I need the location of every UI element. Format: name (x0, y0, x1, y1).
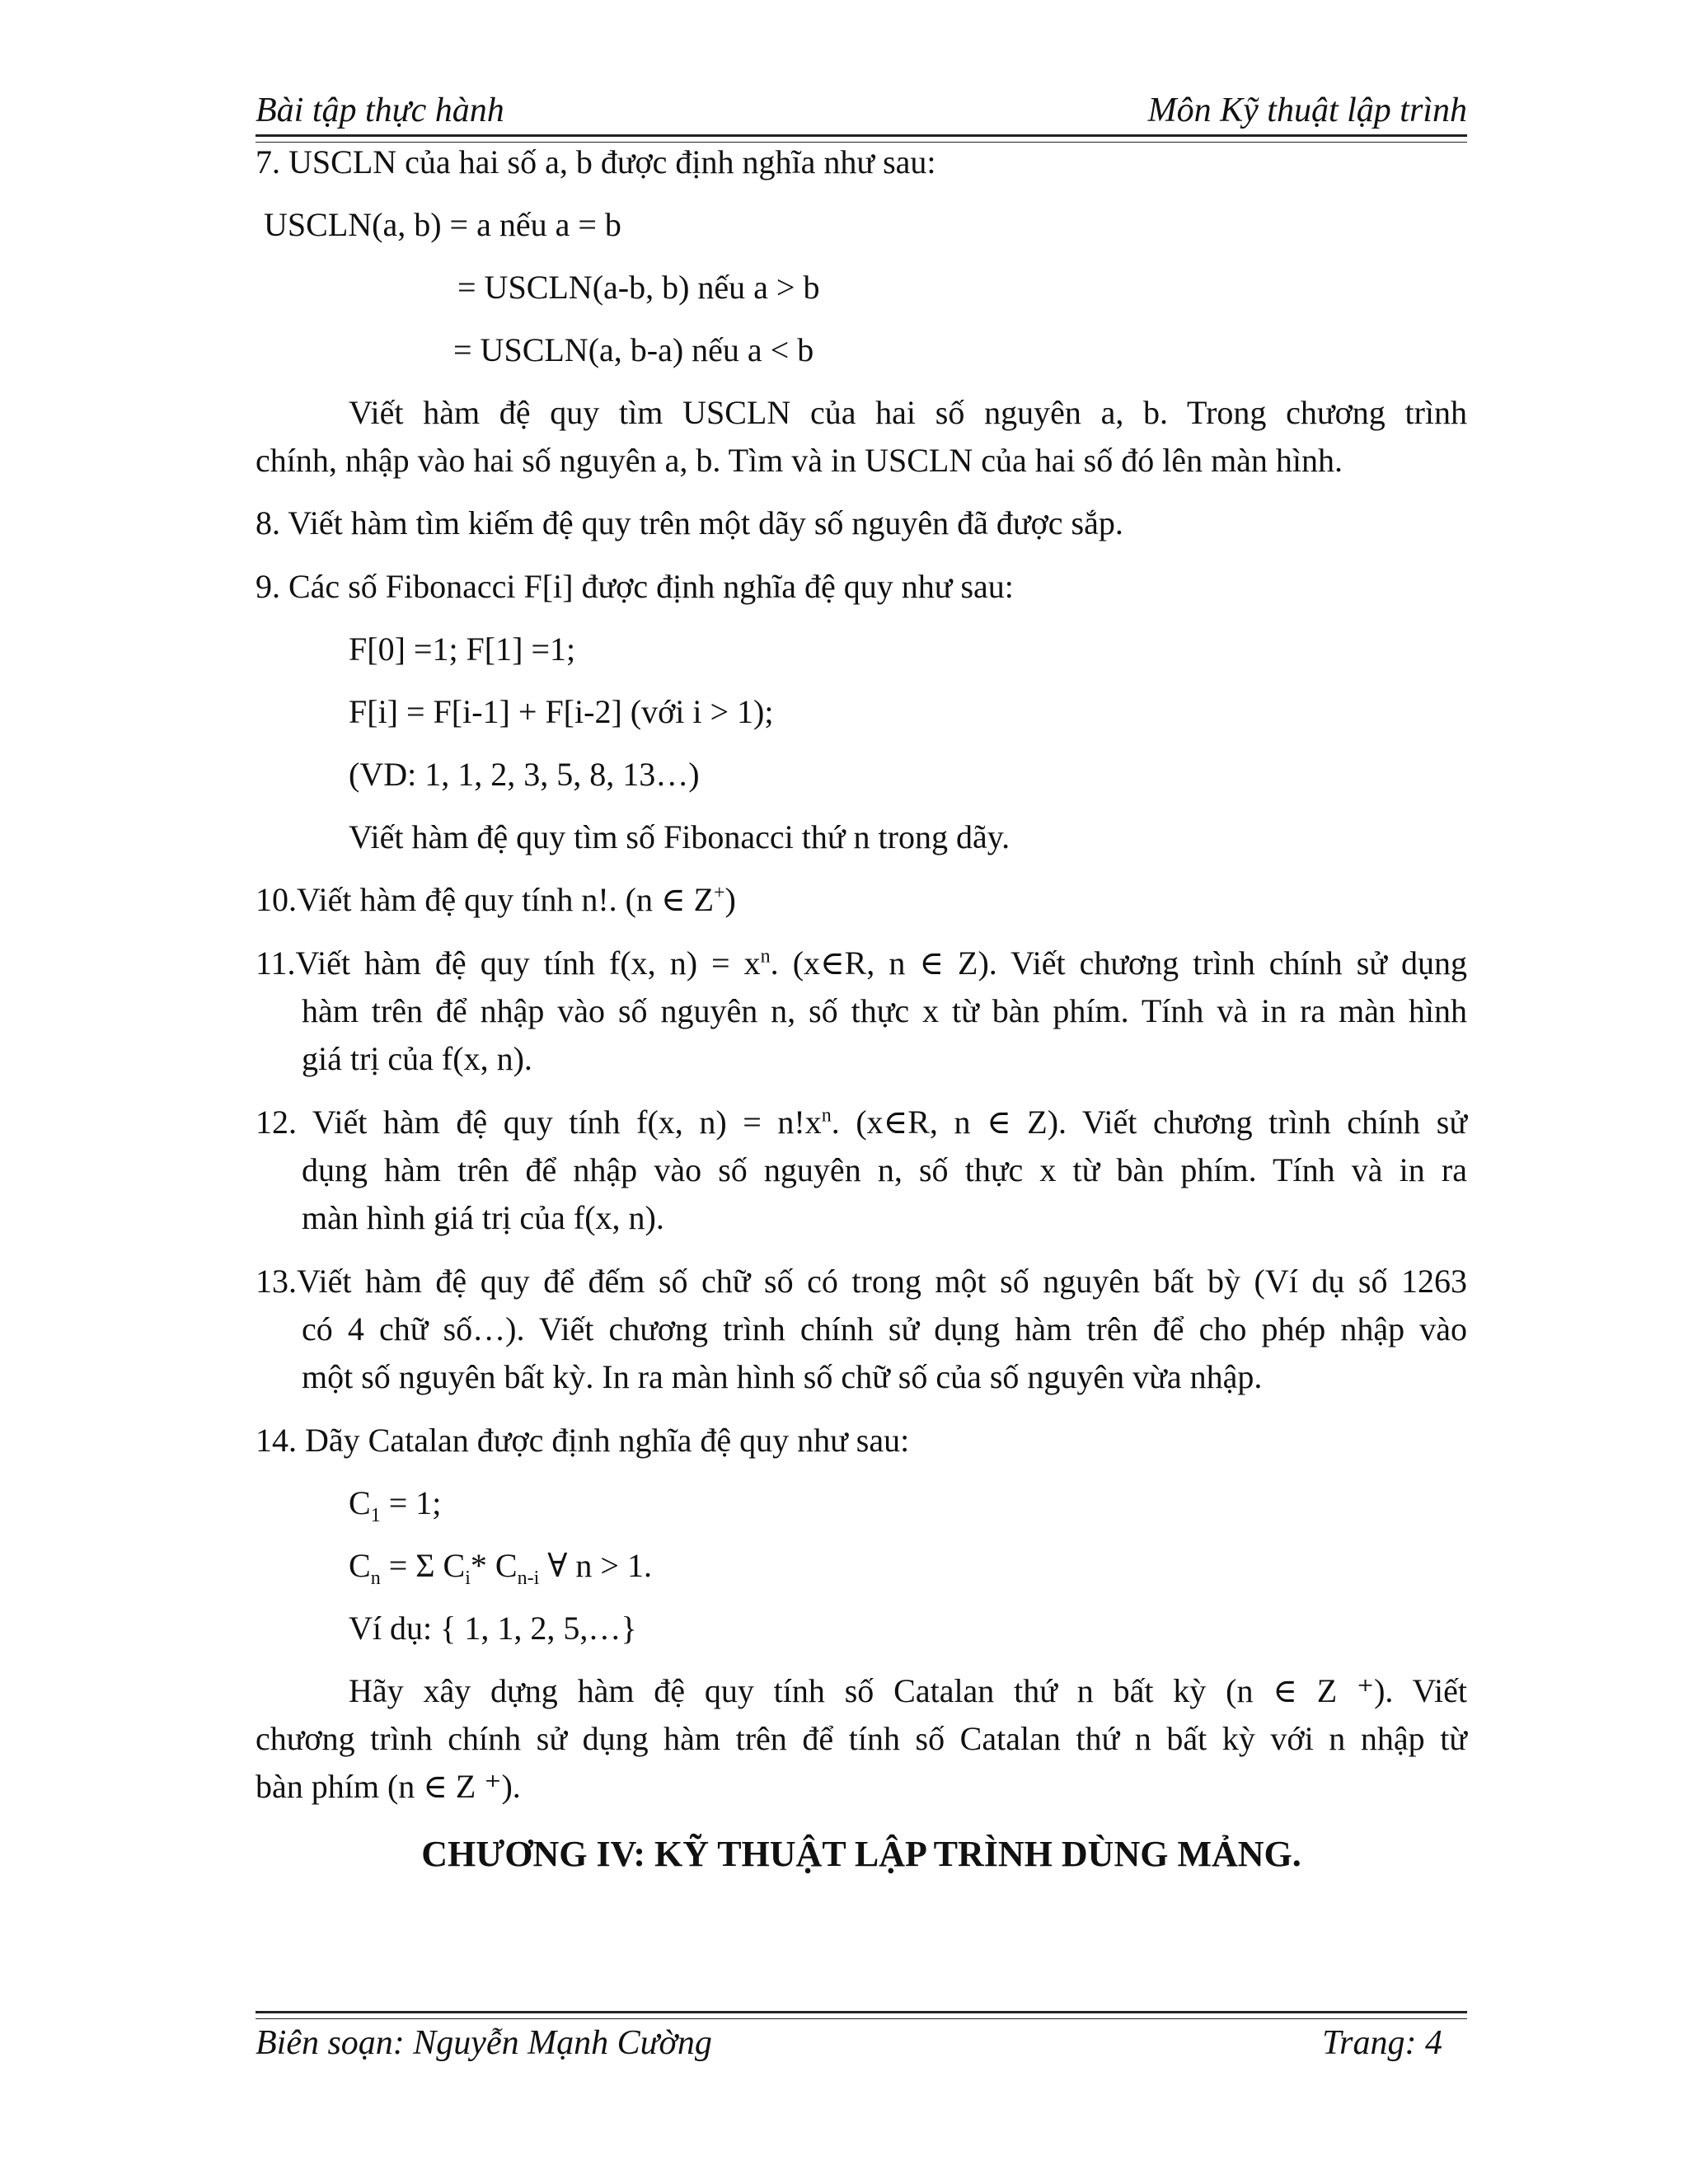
cn-rest: ∀ n > 1. (539, 1547, 652, 1584)
ex8-text: 8. Viết hàm tìm kiếm đệ quy trên một dãy số nguyên đã được sắp. (256, 504, 1123, 541)
ex13-line3: một số nguyên bất kỳ. In ra màn hình số chữ số của số nguyên vừa nhập. (302, 1358, 1263, 1395)
ex14-intro: 14. Dãy Catalan được định nghĩa đệ quy như sau: (256, 1422, 910, 1459)
ex12-line1 (256, 1099, 1467, 1146)
ex9-line3: (VD: 1, 1, 2, 3, 5, 8, 13…) (349, 756, 700, 793)
ex7-intro: 7. USCLN của hai số a, b được định nghĩa như sau: (256, 143, 936, 180)
header-left: Bài tập thực hành (256, 91, 504, 129)
ex9-line2: F[i] = F[i-1] + F[i-2] (với i > 1); (349, 693, 774, 730)
footer-left: Biên soạn: Nguyễn Mạnh Cường (256, 2024, 712, 2062)
ex13-line2: có 4 chữ số…). Viết chương trình chính sử dụng hàm trên để cho phép nhập vào (302, 1310, 1467, 1347)
ex9-intro: 9. Các số Fibonacci F[i] được định nghĩa đệ quy như sau: (256, 568, 1014, 605)
ex13-line1: 13.Viết hàm đệ quy để đếm số chữ số có trong một số nguyên bất bỳ (Ví dụ số 1263 (256, 1263, 1467, 1300)
ex14-example: Ví dụ: { 1, 1, 2, 5,…} (349, 1610, 637, 1647)
footer-rule (256, 2011, 1467, 2019)
cn-mid: = Σ C (380, 1547, 466, 1584)
ex7-paragraph-line2: chính, nhập vào hai số nguyên a, b. Tìm và in USCLN của hai số đó lên màn hình. (256, 442, 1343, 479)
ex11-superscript: n (760, 945, 771, 968)
ex12-line2: dụng hàm trên để nhập vào số nguyên n, số thực x từ bàn phím. Tính và in ra (302, 1151, 1467, 1188)
ex11-line1 (256, 940, 1467, 987)
c1-rest: = 1; (380, 1484, 442, 1521)
footer-right: Trang: 4 (1322, 2024, 1442, 2062)
ex11-part-b: . (x∈R, n ∈ Z). Viết chương trình chính sử dụng (770, 944, 1467, 982)
ex9-line1: F[0] =1; F[1] =1; (349, 630, 576, 668)
page-footer (256, 2023, 1467, 2069)
ex10-superscript: + (714, 882, 725, 904)
ex7-def3: = USCLN(a, b-a) nếu a < b (453, 331, 814, 368)
c1-base: C (349, 1484, 371, 1521)
ex14-cn (349, 1542, 652, 1590)
ex12-part-b: . (x∈R, n ∈ Z). Viết chương trình chính sử (831, 1104, 1467, 1141)
ex7-def2: = USCLN(a-b, b) nếu a > b (457, 269, 820, 306)
ex14-paragraph-line3: bàn phím (n ∈ Z ⁺). (256, 1768, 521, 1805)
cni-subscript: n-i (517, 1568, 540, 1589)
chapter-title: CHƯƠNG IV: KỸ THUẬT LẬP TRÌNH DÙNG MẢNG. (421, 1834, 1301, 1874)
ex10-end: ) (724, 881, 736, 918)
header-right: Môn Kỹ thuật lập trình (1147, 91, 1467, 129)
ci-subscript: i (465, 1568, 471, 1589)
ex12-line3: màn hình giá trị của f(x, n). (302, 1199, 664, 1236)
ex12-part-a: 12. Viết hàm đệ quy tính f(x, n) = n!x (256, 1104, 822, 1141)
ex9-line4: Viết hàm đệ quy tìm số Fibonacci thứ n trong dãy. (349, 818, 1010, 855)
cn-base: C (349, 1547, 371, 1584)
ex14-paragraph-line1: Hãy xây dựng hàm đệ quy tính số Catalan thứ n bất kỳ (n ∈ Z ⁺). Viết (349, 1672, 1467, 1709)
ex10-main: 10.Viết hàm đệ quy tính n!. (n ∈ Z (256, 881, 714, 918)
ex11-part-a: 11.Viết hàm đệ quy tính f(x, n) = x (256, 944, 761, 982)
ex14-c1 (349, 1479, 441, 1527)
cn-mid2: * C (470, 1547, 518, 1584)
ex7-def1: USCLN(a, b) = a nếu a = b (264, 206, 621, 243)
page-header (256, 91, 1467, 137)
ex14-paragraph-line2: chương trình chính sử dụng hàm trên để tính số Catalan thứ n bất kỳ với n nhập từ (256, 1720, 1467, 1757)
ex12-superscript: n (821, 1104, 832, 1127)
cn-subscript: n (370, 1568, 381, 1589)
ex11-line3: giá trị của f(x, n). (302, 1040, 532, 1077)
ex7-paragraph-line1: Viết hàm đệ quy tìm USCLN của hai số nguyên a, b. Trong chương trình (349, 394, 1467, 431)
ex11-line2: hàm trên để nhập vào số nguyên n, số thực x từ bàn phím. Tính và in ra màn hình (302, 992, 1467, 1029)
c1-subscript: 1 (370, 1505, 381, 1526)
ex10-text (256, 876, 736, 924)
